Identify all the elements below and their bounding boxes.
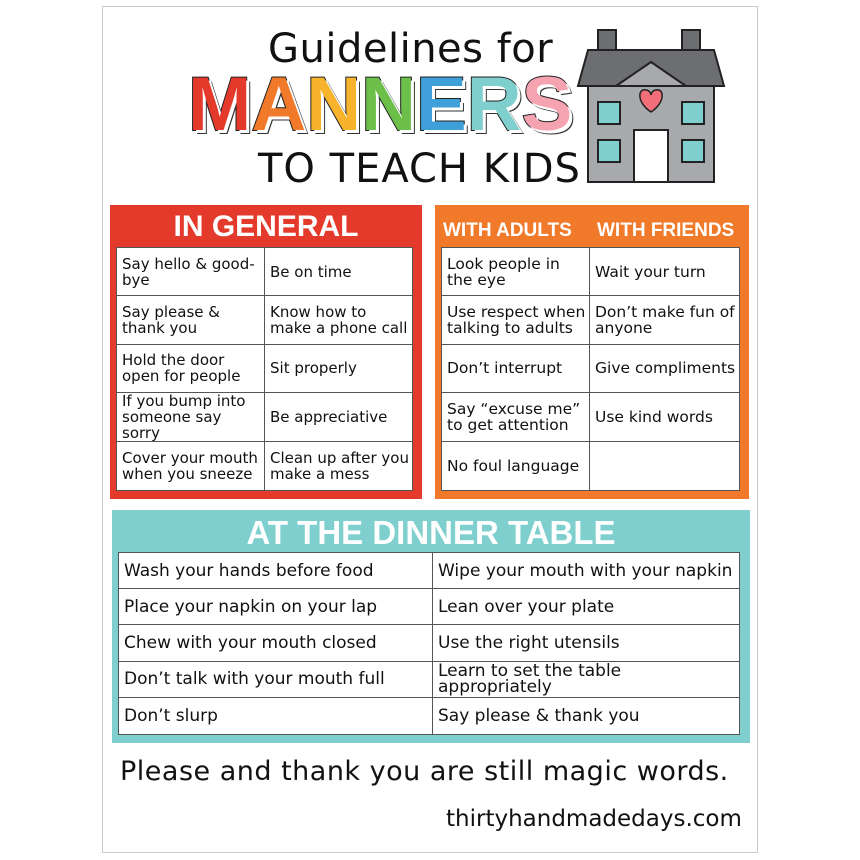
house-door [634,130,668,182]
table-cell: Wash your hands before food [119,553,433,589]
title-guidelines-for: Guidelines for [268,26,554,72]
table-cell: Use kind words [590,393,739,441]
table-cell: Wipe your mouth with your napkin [433,553,739,589]
table-cell: Be appreciative [265,393,412,441]
house-window [682,102,704,124]
title-to-teach-kids: TO TEACH KIDS [258,146,581,192]
table-cell: Don’t interrupt [442,345,590,393]
manners-letter: R [466,62,522,147]
table-cell: Don’t slurp [119,698,433,734]
footer-url: thirtyhandmadedays.com [446,806,742,832]
table-cell: Use respect when talking to adults [442,296,590,344]
dinner-table-header: AT THE DINNER TABLE [246,514,616,551]
table-cell: Be on time [265,248,412,296]
house-window [682,140,704,162]
in-general-table [116,247,413,491]
table-cell: Clean up after you make a mess [270,448,409,483]
title-manners [188,62,573,147]
table-cell: No foul language [442,442,590,490]
manners-letter: S [521,62,573,147]
table-cell: Look people in the eye [442,248,590,296]
house-window [598,140,620,162]
table-cell: Say hello & good-bye [117,248,265,296]
house-chimney-right [682,30,700,50]
footer-quote: Please and thank you are still magic words. [120,756,729,787]
with-friends-header: WITH FRIENDS [597,220,735,241]
with-adults-header: WITH ADULTS [443,220,572,241]
in-general-section [110,205,422,499]
table-cell: Don’t talk with your mouth full [119,662,433,698]
dinner-table-table [118,552,740,735]
table-cell: Say “excuse me” to get attention [442,393,590,441]
house-window [598,102,620,124]
table-cell: Say please & thank you [117,296,265,344]
table-cell [590,442,739,490]
table-cell: Know how to make a phone call [265,296,412,344]
manners-letter: N [306,62,362,147]
table-cell: Chew with your mouth closed [119,625,433,661]
manners-letter: A [251,62,307,147]
table-cell: Give compliments [590,345,739,393]
house-chimney-left [598,30,616,50]
table-cell: Hold the door open for people [117,345,265,393]
adults-friends-table [441,247,740,491]
table-cell: Learn to set the table appropriately [433,662,739,698]
house-icon [576,28,726,184]
table-cell: Place your napkin on your lap [119,589,433,625]
table-cell: Sit properly [265,345,412,393]
table-cell: Cover your mouth when you sneeze [117,442,265,490]
dinner-table-section [112,510,750,743]
manners-letter: N [361,62,416,147]
table-cell: Don’t make fun of anyone [590,296,739,344]
manners-letter: M [188,62,252,147]
table-cell: Use the right utensils [433,625,739,661]
table-cell: Wait your turn [590,248,739,296]
table-cell: Lean over your plate [433,589,739,625]
table-cell: Say please & thank you [438,705,640,726]
in-general-header: IN GENERAL [173,210,359,243]
table-cell: If you bump into someone say sorry [117,393,265,441]
adults-friends-section [435,205,749,499]
manners-letter: E [415,62,467,147]
